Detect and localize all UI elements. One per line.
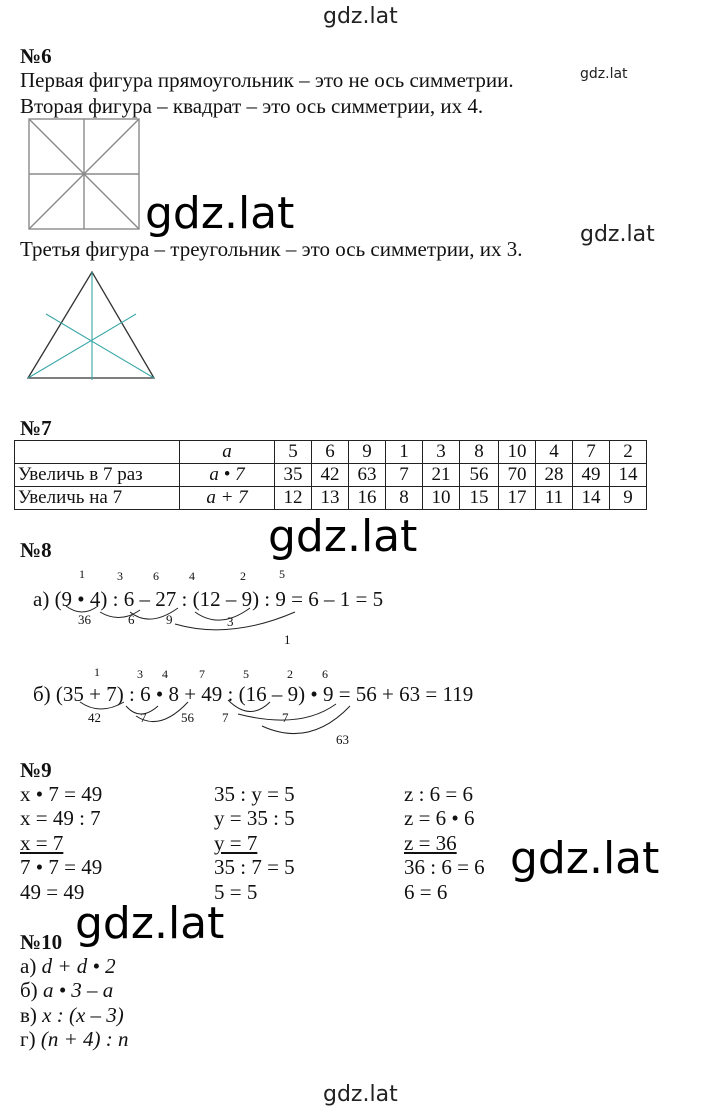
table-cell: 6 xyxy=(312,441,349,464)
table-cell: 3 xyxy=(423,441,460,464)
task6-line2: Вторая фигура – квадрат – это ось симметрии, их 4. xyxy=(20,94,484,118)
order-number: 5 xyxy=(279,567,285,581)
watermark-top: gdz.lat xyxy=(323,4,398,29)
table-cell: 28 xyxy=(536,464,573,487)
intermediate-result: 9 xyxy=(166,612,173,627)
intermediate-result: 56 xyxy=(181,710,194,725)
task10-list xyxy=(20,954,129,1052)
order-number: 2 xyxy=(287,667,293,681)
equation-line: 35 : y = 5 xyxy=(214,782,295,806)
table-cell: a • 7 xyxy=(180,464,275,487)
task9-column-z xyxy=(404,782,485,904)
table-cell: a xyxy=(180,441,275,464)
table-cell: 21 xyxy=(423,464,460,487)
table-cell: 14 xyxy=(573,487,610,510)
equation-line: y = 35 : 5 xyxy=(214,806,295,831)
order-number: 6 xyxy=(322,667,328,681)
intermediate-result: 6 xyxy=(128,612,135,627)
table-cell: 42 xyxy=(312,464,349,487)
watermark-big: gdz.lat xyxy=(268,511,418,562)
table-cell: Увеличь в 7 раз xyxy=(15,464,180,487)
equation-check: 35 : 7 = 5 xyxy=(214,855,295,880)
equation-check: 7 • 7 = 49 xyxy=(20,855,103,880)
task6-line1: Первая фигура прямоугольник – это не ось симметрии. xyxy=(20,68,514,92)
task9-column-y xyxy=(214,782,295,904)
intermediate-result: 42 xyxy=(88,710,101,725)
equation-line: z = 6 • 6 xyxy=(404,806,475,831)
order-number: 7 xyxy=(199,667,205,681)
equation-check: 49 = 49 xyxy=(20,879,85,904)
table-cell: 8 xyxy=(386,487,423,510)
table-cell: 56 xyxy=(460,464,499,487)
order-number: 2 xyxy=(240,569,246,583)
table-cell: 8 xyxy=(460,441,499,464)
task7-number: №7 xyxy=(20,416,52,440)
order-number: 4 xyxy=(189,569,195,583)
order-number: 4 xyxy=(162,667,168,681)
task9-number: №9 xyxy=(20,758,52,782)
watermark-big: gdz.lat xyxy=(145,188,295,239)
order-number: 3 xyxy=(117,569,123,583)
table-cell: 12 xyxy=(275,487,312,510)
order-number: 6 xyxy=(153,569,159,583)
table-cell: 10 xyxy=(499,441,536,464)
equation-line: z : 6 = 6 xyxy=(404,782,473,806)
table-cell: 9 xyxy=(349,441,386,464)
list-item: в) x : (x – 3) xyxy=(20,1002,124,1027)
list-item: а) d + d • 2 xyxy=(20,954,116,978)
intermediate-result: 7 xyxy=(222,710,229,725)
table-cell: 70 xyxy=(499,464,536,487)
list-item: б) a • 3 – a xyxy=(20,978,114,1003)
order-number: 5 xyxy=(243,667,249,681)
watermark-big: gdz.lat xyxy=(75,898,225,949)
table-cell: 49 xyxy=(573,464,610,487)
table-cell: 7 xyxy=(386,464,423,487)
table-cell: 5 xyxy=(275,441,312,464)
table-cell: 9 xyxy=(610,487,647,510)
equation-check: 5 = 5 xyxy=(214,879,258,904)
order-number: 3 xyxy=(137,667,143,681)
task9-column-x xyxy=(20,782,102,904)
list-item: г) (n + 4) : n xyxy=(20,1027,129,1052)
table-cell: 4 xyxy=(536,441,573,464)
intermediate-result: 1 xyxy=(284,632,291,647)
table-cell: 2 xyxy=(610,441,647,464)
table-cell: 16 xyxy=(349,487,386,510)
task8-b-expression: б) (35 + 7) : 6 • 8 + 49 : (16 – 9) • 9 = 56 + 63 = 119 xyxy=(33,682,474,706)
task6-line3: Третья фигура – треугольник – это ось симметрии, их 3. xyxy=(20,237,523,261)
table-cell: 11 xyxy=(536,487,573,510)
watermark-bottom: gdz.lat xyxy=(323,1082,398,1107)
equation-answer: z = 36 xyxy=(404,830,457,855)
table-cell: 13 xyxy=(312,487,349,510)
table-cell: 10 xyxy=(423,487,460,510)
equation-answer: x = 7 xyxy=(20,830,64,855)
watermark-small-right: gdz.lat xyxy=(580,66,628,82)
table-cell: 35 xyxy=(275,464,312,487)
task10-number: №10 xyxy=(20,930,63,954)
table-cell: Увеличь на 7 xyxy=(15,487,180,510)
table-cell: 14 xyxy=(610,464,647,487)
table-cell: 1 xyxy=(386,441,423,464)
equation-line: x • 7 = 49 xyxy=(20,782,103,806)
intermediate-result: 7 xyxy=(140,710,147,725)
table-cell: 15 xyxy=(460,487,499,510)
intermediate-result: 3 xyxy=(227,614,234,629)
order-number: 1 xyxy=(94,665,100,679)
table-cell: 63 xyxy=(349,464,386,487)
table-cell: a + 7 xyxy=(180,487,275,510)
intermediate-result: 7 xyxy=(282,710,289,725)
task8-number: №8 xyxy=(20,538,52,562)
equation-answer: y = 7 xyxy=(214,830,258,855)
intermediate-result: 36 xyxy=(78,612,91,627)
equation-check: 36 : 6 = 6 xyxy=(404,855,485,880)
watermark-big: gdz.lat xyxy=(510,833,660,884)
equation-check: 6 = 6 xyxy=(404,879,448,904)
order-number: 1 xyxy=(79,567,85,581)
intermediate-result: 63 xyxy=(336,732,349,747)
table-cell: 7 xyxy=(573,441,610,464)
equation-line: x = 49 : 7 xyxy=(20,806,101,831)
watermark-right: gdz.lat xyxy=(580,222,655,247)
table-cell: 17 xyxy=(499,487,536,510)
task8-a-expression: а) (9 • 4) : 6 – 27 : (12 – 9) : 9 = 6 – 1 = 5 xyxy=(33,587,384,611)
task6-number: №6 xyxy=(20,44,52,68)
